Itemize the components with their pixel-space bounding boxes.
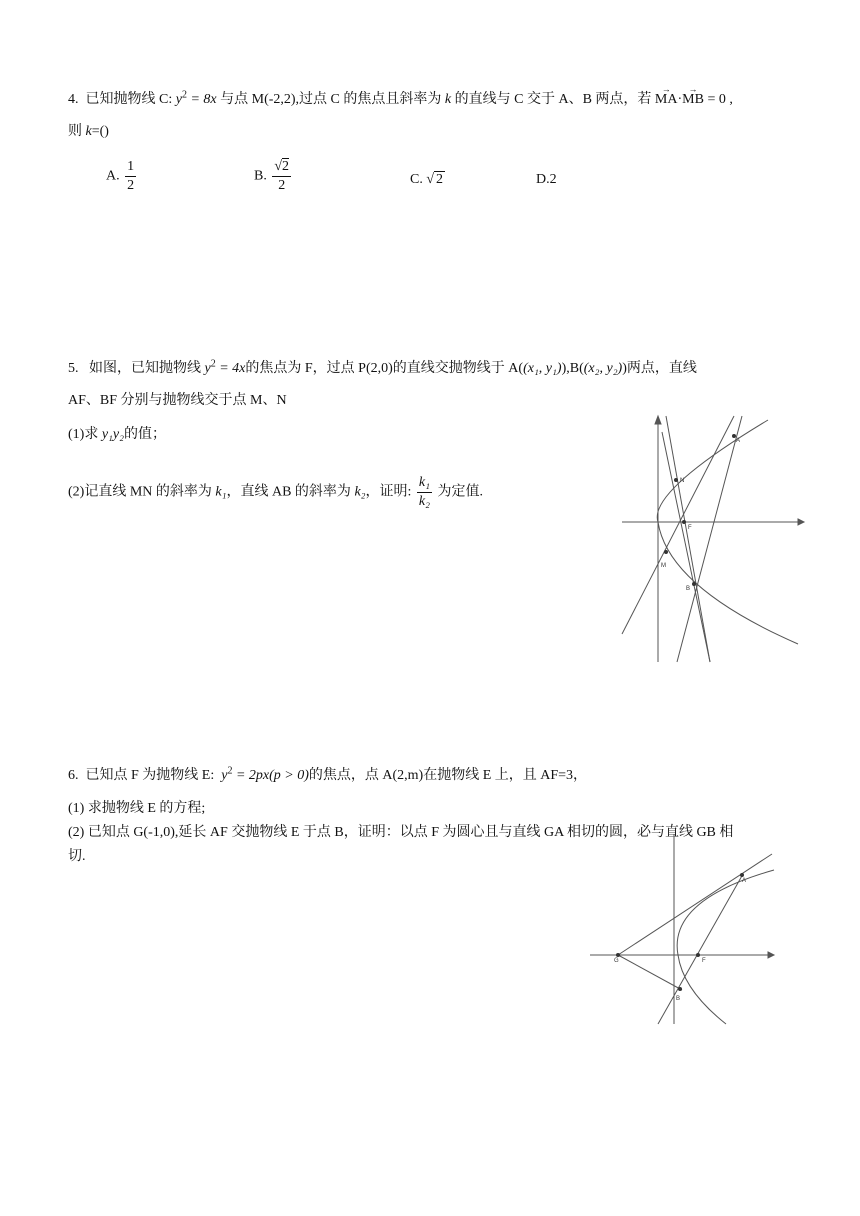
option-c-sqrt: √ 2 [426, 172, 444, 187]
q4-eq-y: $y^2$ [175, 89, 187, 107]
q5-part2-mid: ，直线 AB 的斜率为 [226, 484, 351, 500]
option-a-label: A. [106, 168, 120, 184]
q6-number: 6. [68, 768, 79, 783]
q4-text-3: 的直线与 C 交于 A、B 两点，若 [454, 92, 652, 107]
q6-part2: (2) 已知点 G(-1,0),延长 AF 交抛物线 E 于点 B，证明：以点 F 为圆心且与直线 GA 相切的圆，必与直线 GB 相 [68, 825, 734, 840]
label-b: B [676, 996, 681, 1002]
option-d-label: D.2 [536, 172, 557, 187]
q4-text-4: = 0 , [707, 92, 733, 107]
q4-option-c [410, 170, 445, 190]
q5-part2-end: 为定值. [437, 484, 484, 500]
q6-text-1: 已知点 F 为抛物线 E: [85, 768, 215, 783]
label-g: G [614, 958, 619, 964]
q5-text-2: 的焦点为 F，过点 P(2,0)的直线交抛物线于 A( [245, 361, 524, 376]
q4-paren: =() [91, 124, 109, 139]
q4-text-1: 已知抛物线 C: [85, 92, 173, 107]
q5-part2-post: ，证明: [365, 484, 412, 500]
q6-figure [588, 830, 778, 1026]
option-b-fraction: $\frac{√2}{2}$ [274, 159, 290, 193]
label-a: A [742, 878, 747, 884]
q4-then: 则 [68, 124, 82, 139]
q5-figure [618, 412, 808, 664]
point-b [692, 582, 696, 586]
q5-part2 [68, 474, 483, 511]
q5-k1: k₁ [215, 484, 227, 500]
q6-text-2: 的焦点，点 A(2,m)在抛物线 E 上，且 AF=3， [308, 768, 588, 783]
q5-part1 [68, 425, 166, 445]
q4-vector-ma: → MA [655, 90, 678, 110]
q4-option-a [106, 158, 138, 195]
q5-eq-rhs: = 4x [219, 361, 246, 376]
q4-k: k [444, 92, 452, 107]
label-m: M [661, 563, 666, 569]
point-f [682, 520, 686, 524]
q6-line1 [68, 766, 587, 786]
q5-k2: k₂ [354, 484, 366, 500]
q6-part1: (1) 求抛物线 E 的方程; [68, 801, 206, 816]
point-n [674, 478, 678, 482]
q5-text-3: ),B( [561, 361, 584, 376]
label-a: A [736, 438, 741, 444]
point-b [678, 987, 682, 991]
line-ab [658, 874, 743, 1024]
label-b: B [686, 586, 691, 592]
parabola [657, 420, 798, 644]
line-gb [618, 955, 682, 990]
line-af [666, 416, 710, 662]
point-a [740, 873, 744, 877]
q6-part2-cont: 切. [68, 849, 86, 864]
q4-text-2: 与点 M(-2,2),过点 C 的焦点且斜率为 [220, 92, 442, 107]
q5-part1-post: 的值； [124, 427, 166, 442]
q5-part1-pre: (1)求 [68, 427, 99, 442]
q5-eq-y: $y^2$ [204, 358, 216, 376]
y-axis-arrow [655, 416, 661, 424]
q5-point-b: (x₂, y₂) [583, 361, 623, 376]
q4-k-ask: k [85, 124, 92, 139]
x-axis-arrow [798, 519, 804, 525]
q4-vector-mb: → MB [682, 90, 704, 110]
q4-line2 [68, 122, 109, 142]
label-f: F [688, 525, 692, 531]
x-axis-arrow [768, 952, 774, 958]
q6-eq-y: $y^2$ [221, 765, 233, 783]
point-f [696, 953, 700, 957]
q4-option-b [254, 158, 293, 195]
option-c-label: C. [410, 172, 423, 187]
q5-point-a: (x₁, y₁) [523, 361, 562, 376]
q5-line2: AF、BF 分别与抛物线交于点 M、N [68, 393, 287, 408]
point-g [616, 953, 620, 957]
q6-eq-rhs: = 2px(p > 0) [235, 768, 309, 783]
label-f: F [702, 958, 706, 964]
q4-eq-rhs: = 8x [190, 92, 217, 107]
q5-ratio-fraction: $\frac{\text{k₁}}{\text{k₂}}$ [418, 475, 431, 509]
q5-part2-pre: (2)记直线 MN 的斜率为 [68, 484, 212, 500]
line-ab [677, 416, 742, 662]
label-n: N [680, 478, 685, 484]
q5-text-4: )两点，直线 [622, 361, 697, 376]
parabola [677, 870, 774, 1024]
q5-number: 5. [68, 361, 79, 376]
point-m [664, 550, 668, 554]
q5-line1 [68, 359, 697, 379]
q4-option-d [536, 170, 557, 190]
line-an [622, 416, 734, 634]
option-a-fraction: $\frac{1}{2}$ [127, 159, 135, 193]
q5-part1-expr: y₁y₂ [101, 427, 124, 442]
q5-text-1: 如图，已知抛物线 [89, 361, 201, 376]
q4-number: 4. [68, 92, 79, 107]
q4-line1: 4. 已知抛物线 C: $y^2 = 8x$ 与点 M(-2,2),过点 C 的焦点且斜率为 k 的直线与 C 交于 A、B 两点，若 → MA·→ MB = 0 , [68, 90, 733, 110]
line-ga [618, 854, 772, 955]
option-b-label: B. [254, 168, 267, 184]
